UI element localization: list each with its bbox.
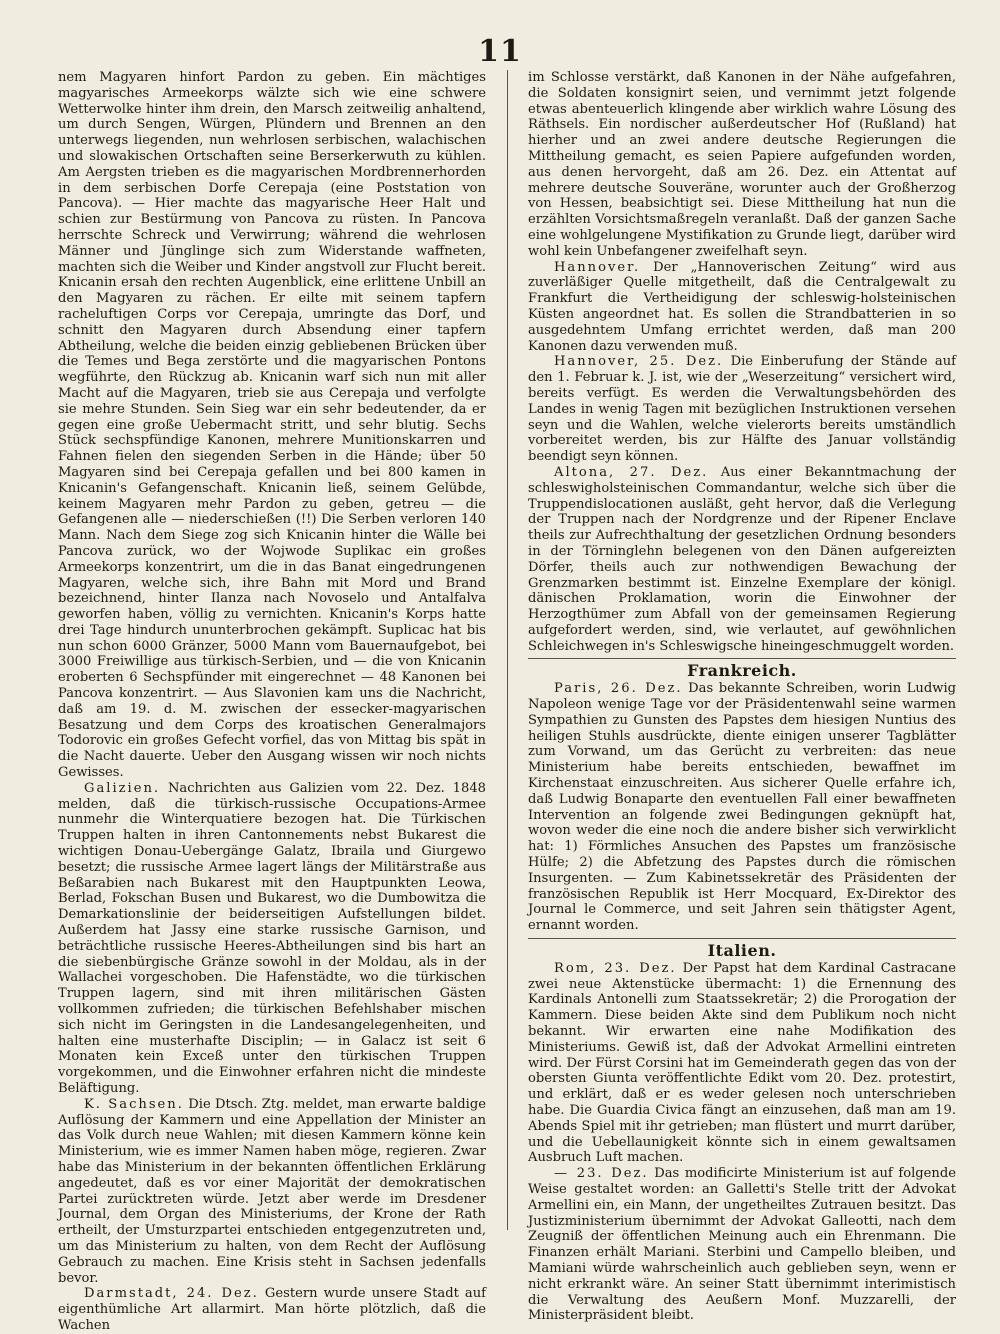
article-paragraph — [58, 1097, 486, 1287]
dateline: Paris, 26. Dez. — [554, 681, 683, 697]
section-heading-italy: Italien. — [707, 941, 777, 961]
page-number: 11 — [478, 34, 522, 69]
dateline: Galizien. — [84, 780, 161, 796]
article-text: Gestern wurde unsere Stadt auf eigenthümliche Art allarmirt. Man hörte plötzlich, daß die Wachen — [58, 1286, 486, 1333]
article-paragraph — [528, 681, 956, 934]
article-text: Aus einer Bekanntmachung der schleswigholsteinischen Commandantur, welche sich über die Truppendislocationen ausläßt, geht hervor, daß die Verlegung der Truppen nach der Nordgrenze und der Ripener Enclave theils zur Aufrechthaltung der gesetzlichen Ordnung besonders in der Törninglehn belegenen von den Dänen aufgereizten Dörfer, theils auch zur nothwendigen Bewachung der Grenzmarken bestimmt ist. Einzelne Exemplare der königl. dänischen Proklamation, worin die Einwohner der Herzogthümer zum Abfall von der gemeinsamen Regierung aufgefordert werden, sind, wie verlautet, auf gewöhnlichen Schleichwegen in's Schleswigsche hineingeschmuggelt worden. — [528, 464, 956, 654]
article-paragraph — [58, 781, 486, 1097]
article-paragraph — [528, 465, 956, 655]
article-paragraph — [58, 1286, 486, 1333]
article-text: Die Dtsch. Ztg. meldet, man erwarte baldige Auflösung der Kammern und eine Appellation der Minister an das Volk durch neue Wahlen; mit diesen Kammern könne kein Ministerium, wie es immer Namen haben möge, regieren. Zwar habe das Ministerium in der bekannten öffentlichen Erklärung angedeutet, daß es vor einer Majorität der demokratischen Partei zurücktreten würde. Jetzt aber werde im Dresdener Journal, dem Organ des Ministeriums, der Krone der Rath ertheilt, der Umsturzpartei entschieden entgegenzutreten und, um das Ministerium zu halten, von dem Recht der Auflösung Gebrauch zu machen. Eine Krisis steht in Sachsen jedenfalls bevor. — [58, 1096, 487, 1286]
article-text: Das bekannte Schreiben, worin Ludwig Napoleon wenige Tage vor der Präsidentenwahl seine warmen Sympathien zu Gunsten des Papstes dem hiesigen Nuntius des heiligen Stuhls ausdrückte, diente einigen unserer Tagblätter zum Vorwand, um das Gerücht zu verbreiten: das neue Ministerium habe bereits entschieden, bewaffnet im Kirchenstaat einzuschreiten. Aus sicherer Quelle erfahre ich, daß Ludwig Bonaparte den eventuellen Fall einer bewaffneten Intervention an folgende zwei Bedingungen geknüpft hat, wovon weder die eine noch die andere bisher sich verwirklicht hat: 1) Förmliches Ansuchen des Papstes um französische Hülfe; 2) die Abfetzung des Papstes durch die römischen Insurgenten. — Zum Kabinetssekretär des Präsidenten der französischen Republik ist Herr Mocquard, Ex-Direktor des Journal le Commerce, und seit Jahren sein thätigster Agent, ernannt worden. — [528, 681, 957, 934]
article-text: Die Einberufung der Stände auf den 1. Februar k. J. ist, wie der „Weserzeitung“ versichert wird, bereits verfügt. Es werden die Verwaltungsbehörden des Landes in wenig Tagen mit bezüglichen Instruktionen versehen seyn und die Wahlen, welche vielerorts bereits umständlich vorbereitet werden, bis zur Hälfte des Januar vollständig beendigt seyn können. — [528, 354, 956, 465]
article-paragraph: nem Magyaren hinfort Pardon zu geben. Ein mächtiges magyarisches Armeekorps wälzte sich wie eine schwere Wetterwolke hinter ihm drein, den Marsch zeitweilig anhaltend, um durch Sengen, Würgen, Plündern und Brennen an den unterwegs liegenden, nun wehrlosen serbischen, walachischen und slowakischen Ortschaften seine Berserkerwuth zu kühlen. Am Aergsten trieben es die magyarischen Mordbrennerhorden in dem serbischen Dorfe Cerepaja (eine Poststation von Pancova). — Hier machte das magyarische Heer Halt und schien zur Bestürmung von Pancova zu rüsten. In Pancova herrschte Schreck und Verwirrung; während die wehrlosen Männer und Jünglinge sich zum Widerstande waffneten, machten sich die Weiber und Kinder angstvoll zur Flucht bereit. Knicanin ersah den rechten Augenblick, eine erlittene Unbill an den Magyaren zu rächen. Er eilte mit seinem tapfern racheluftigen Corps vor Cerepaja, umringte das Dorf, und schnitt den Magyaren durch Absendung einer tapfern Abtheilung, welche die beiden einzig gebliebenen Brücken über die Temes und Bega zerstörte und die magyarischen Pontons wegführte, den Rückzug ab. Knicanin warf sich nun mit aller Macht auf die Magyaren, trieb sie aus Cerepaja und verfolgte sie mehre Stunden. Sein Sieg war ein sehr bedeutender, da er gegen eine große Uebermacht stritt, und sehr blutig. Sechs Stück sechspfündige Kanonen, mehrere Munitionskarren und Fahnen fielen den siegenden Serben in die Hände; über 50 Magyaren sind bei Cerepaja gefallen und bei 800 kamen in Knicanin's Gefangenschaft. Knicanin ließ, seinem Gelübde, keinem Magyaren mehr Pardon zu geben, getreu — die Gefangenen alle — niederschießen (!!) Die Serben verloren 140 Mann. Nach dem Siege zog sich Knicanin hinter die Wälle bei Pancova zurück, wo der Wojwode Suplikac ein großes Armeekorps konzentrirt, um die in das Banat eingedrungenen Magyaren, welche sich, ihre Bahn mit Mord und Brand bezeichnend, hinter Ilanza nach Novoselo und Antalfalva geworfen haben, völlig zu vernichten. Knicanin's Korps hatte drei Tage hindurch ununterbrochen gekämpft. Suplicac hat bis nun schon 6000 Gränzer, 5000 Mann vom Bauernaufgebot, bei 3000 Freiwillige aus türkisch-Serbien, und — die von Knicanin eroberten 6 Sechspfünder mit eingerechnet — 48 Kanonen bei Pancova konzentrirt. — Aus Slavonien kam uns die Nachricht, daß am 19. d. M. zwischen der essecker-magyarischen Besatzung und dem Corps des kroatischen Generalmajors Todorovic ein großes Gefecht vorfiel, das von Mittag bis spät in die Nacht dauerte. Ueber den Ausgang wissen wir noch nichts Gewisses. — [58, 70, 486, 781]
column-divider — [507, 70, 508, 1230]
article-paragraph: im Schlosse verstärkt, daß Kanonen in der Nähe aufgefahren, die Soldaten konsignirt seien, und vernimmt jetzt folgende etwas abenteuerlich klingende aber wirklich wahre Lösung des Räthsels. Ein nordischer außerdeutscher Hof (Rußland) hat hierher und an zwei andere deutsche Regierungen die Mittheilung gemacht, es seien Papiere aufgefunden worden, aus denen hervorgeht, daß am 26. Dez. ein Attentat auf mehrere deutsche Souveräne, worunter auch der Großherzog von Hessen, beabsichtigt sei. Diese Mittheilung hat nun die erzählten Vorsichtsmaßregeln veranlaßt. Daß der ganzen Sache eine wohlgelungene Mystifikation zu Grunde liegt, darüber wird wohl kein Unbefangener zweifelhaft seyn. — [528, 70, 956, 259]
dateline: Hannover. — [554, 259, 641, 275]
section-rule — [528, 658, 956, 659]
article-paragraph — [528, 961, 956, 1166]
dateline: Darmstadt, 24. Dez. — [84, 1286, 259, 1302]
article-text: Der Papst hat dem Kardinal Castracane zwei neue Aktenstücke übermacht: 1) die Ernennung des Kardinals Antonelli zum Staatssekretär; 2) die Prorogation der Kammern. Diese beiden Akte sind dem Publikum noch nicht bekannt. Wir erwarten eine nahe Modifikation des Ministeriums. Gewiß ist, daß der Advokat Armellini eintreten wird. Der Fürst Corsini hat im Gemeinderath gegen das von der obersten Giunta veröffentlichte Edikt vom 20. Dez. protestirt, und erklärt, daß er es weder gelesen noch unterschrieben habe. Die Guardia Civica fängt an einzusehen, daß man am 19. Abends Spiel mit ihr getrieben; man flüstert und murrt darüber, und die Uebellaunigkeit könnte sich in einem gewaltsamen Ausbruch Luft machen. — [528, 960, 956, 1166]
dateline: Rom, 23. Dez. — [554, 960, 677, 976]
dateline: Altona, 27. Dez. — [554, 464, 709, 480]
article-paragraph — [528, 260, 956, 355]
section-rule — [528, 938, 956, 939]
article-paragraph — [528, 1166, 956, 1324]
left-column — [58, 70, 486, 1334]
dateline: Hannover, 25. Dez. — [554, 354, 724, 370]
article-text: Der „Hannoverischen Zeitung“ wird aus zuverläßiger Quelle mitgetheilt, daß die Centralgewalt zu Frankfurt die Vertheidigung der schleswig-holsteinischen Küsten angeordnet hat. Es sollen die Strandbatterien in so ausgedehntem Umfang errichtet werden, daß man 200 Kanonen dazu verwenden muß. — [528, 259, 956, 354]
dateline: K. Sachsen. — [84, 1096, 184, 1112]
article-text: Das modificirte Ministerium ist auf folgende Weise gestaltet worden: an Galletti's Stelle tritt der Advokat Armellini ein, ein Mann, der ungetheiltes Zutrauen besitzt. Das Justizministerium übernimmt der Advokat Galleotti, nach dem Zeugniß der öffentlichen Meinung auch ein Ehrenmann. Die Finanzen erhält Mariani. Sterbini und Campello bleiben, und Mamiani würde wahrscheinlich auch geblieben seyn, wenn er nicht erkrankt wäre. An seiner Statt übernimmt interimistisch die Verwaltung des Aeußern Monf. Muzzarelli, der Ministerpräsident bleibt. — [528, 1166, 956, 1324]
right-column — [528, 70, 956, 1324]
article-text: Nachrichten aus Galizien vom 22. Dez. 1848 melden, daß die türkisch-russische Occupations-Armee nunmehr die Winterquatiere bezogen hat. Die Türkischen Truppen halten in ihren Cantonnements nebst Bukarest die wichtigen Donau-Uebergänge Galatz, Ibraila und Giurgewo besetzt; die russische Armee lagert längs der Militärstraße aus Beßarabien nach Bukarest mit den Hauptpunkten Leowa, Berlad, Fokschan Busen und Bukarest, wo die Dumbowitza die Demarkationslinie der beiderseitigen Aufstellungen bildet. Außerdem hat Jassy eine starke russische Garnison, und beträchtliche russische Heeres-Abtheilungen sind bis hart an die siebenbürgische Gränze sowohl in der Moldau, als in der Wallachei vorgeschoben. Die Hafenstädte, wo die türkischen Truppen lagern, sind mit ihren militärischen Gästen vollkommen zufrieden; die türkischen Befehlshaber mischen sich nicht im Geringsten in die Landesangelegenheiten, und halten eine musterhafte Disciplin; — in Galacz ist seit 6 Monaten kein Exceß unter den türkischen Truppen vorgekommen, und die Einwohner erfahren nicht die mindeste Beläftigung. — [58, 780, 486, 1096]
dateline: — 23. Dez. — [554, 1166, 649, 1182]
section-heading-france: Frankreich. — [687, 661, 797, 681]
article-paragraph — [528, 354, 956, 465]
